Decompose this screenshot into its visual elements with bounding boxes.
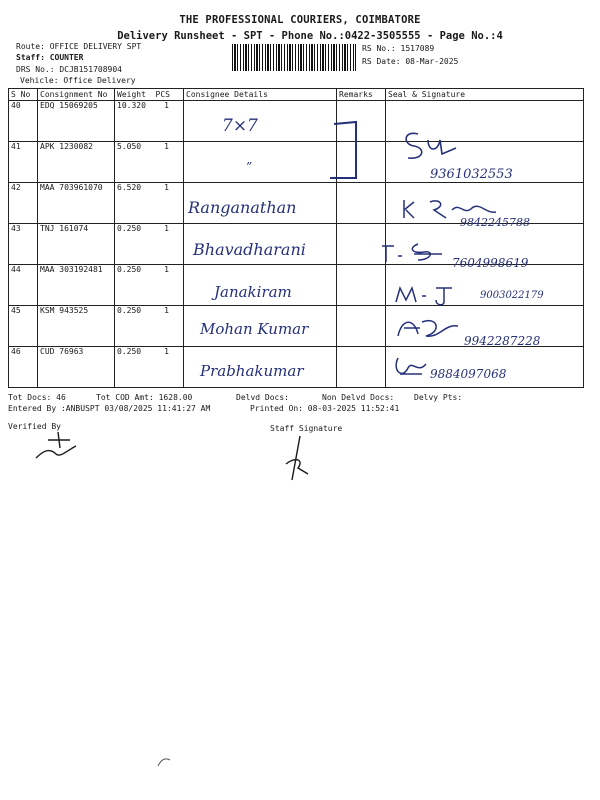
signature-icon: [392, 282, 462, 308]
row-remarks: [337, 347, 386, 388]
row-sno: 42: [9, 183, 38, 224]
table-row: [9, 101, 584, 142]
weight-value: 0.250: [117, 347, 142, 356]
handwritten-consignee: 7×7: [222, 116, 258, 136]
row-consignment: EDQ 15069205: [38, 101, 115, 142]
vehicle-label: Vehicle: Office Delivery: [20, 76, 136, 85]
sheet-title: THE PROFESSIONAL COURIERS, COIMBATORE: [179, 14, 421, 26]
row-sno: 45: [9, 306, 38, 347]
weight-value: 0.250: [117, 224, 142, 233]
pcs-value: 1: [164, 265, 169, 274]
row-sno: 46: [9, 347, 38, 388]
row-weight: [115, 224, 184, 265]
row-remarks: [337, 306, 386, 347]
rs-number: RS No.: 1517089: [362, 44, 435, 53]
row-consignment: MAA 303192481: [38, 265, 115, 306]
printed-on: Printed On: 08-03-2025 11:52:41: [250, 404, 400, 413]
handwritten-phone: 9884097068: [430, 367, 507, 381]
row-consignment: KSM 943525: [38, 306, 115, 347]
row-weight: [115, 265, 184, 306]
bracket-mark: [326, 118, 366, 184]
row-weight: [115, 306, 184, 347]
row-consignment: MAA 703961070: [38, 183, 115, 224]
weight-value: 5.050: [117, 142, 142, 151]
pcs-value: 1: [164, 347, 169, 356]
drs-label: DRS No.: DCJB151708904: [16, 65, 122, 74]
delivered-docs: Delvd Docs:: [236, 393, 289, 402]
entered-by: Entered By :ANBUSPT 03/08/2025 11:41:27 AM: [8, 404, 211, 413]
table-header-row: [9, 89, 584, 101]
col-consignment: Consignment No: [38, 89, 115, 101]
handwritten-phone: 9842245788: [460, 216, 530, 229]
rs-date: RS Date: 08-Mar-2025: [362, 57, 459, 66]
handwritten-consignee: ”: [246, 160, 253, 174]
signature-icon: [392, 354, 432, 382]
handwritten-consignee: Janakiram: [214, 283, 292, 301]
handwritten-consignee: Mohan Kumar: [200, 320, 309, 338]
handwritten-consignee: Prabhakumar: [200, 362, 304, 380]
handwritten-phone: 7604998619: [452, 256, 529, 270]
handwritten-phone: 9361032553: [430, 167, 513, 182]
weight-value: 6.520: [117, 183, 142, 192]
pcs-value: 1: [164, 183, 169, 192]
pcs-value: 1: [164, 101, 169, 110]
col-remarks: Remarks: [337, 89, 386, 101]
col-weight: [115, 89, 184, 101]
col-weight-label: Weight: [117, 90, 146, 99]
staff-signature-icon: [282, 434, 312, 484]
signature-icon: [398, 126, 458, 166]
pcs-value: 1: [164, 224, 169, 233]
row-sno: 41: [9, 142, 38, 183]
total-docs: Tot Docs: 46: [8, 393, 66, 402]
col-consignee: Consignee Details: [184, 89, 337, 101]
staff-label: Staff: COUNTER: [16, 53, 84, 62]
verified-by-label: Verified By: [8, 422, 61, 431]
row-weight: [115, 347, 184, 388]
row-weight: [115, 183, 184, 224]
handwritten-consignee: Ranganathan: [188, 198, 297, 217]
pcs-value: 1: [164, 142, 169, 151]
weight-value: 0.250: [117, 306, 142, 315]
signature-icon: [378, 240, 448, 266]
route-label: Route: OFFICE DELIVERY SPT: [16, 42, 142, 51]
row-weight: [115, 101, 184, 142]
signature-icon: [392, 314, 462, 344]
pcs-value: 1: [164, 306, 169, 315]
barcode-image: [232, 44, 356, 71]
total-cod-amount: Tot COD Amt: 1628.00: [96, 393, 193, 402]
row-consignment: APK 1230082: [38, 142, 115, 183]
staff-signature-label: Staff Signature: [270, 424, 343, 433]
row-remarks: [337, 265, 386, 306]
col-pcs-label: PCS: [155, 90, 170, 99]
row-sno: 44: [9, 265, 38, 306]
sheet-subtitle: Delivery Runsheet - SPT - Phone No.:0422-3505555 - Page No.:4: [117, 30, 503, 42]
row-sno: 40: [9, 101, 38, 142]
signature-icon: [400, 196, 500, 222]
verifier-signature-icon: [30, 430, 80, 462]
row-remarks: [337, 183, 386, 224]
delivery-points: Delvy Pts:: [414, 393, 463, 402]
row-sno: 43: [9, 224, 38, 265]
weight-value: 0.250: [117, 265, 142, 274]
row-weight: [115, 142, 184, 183]
handwritten-phone: 9942287228: [464, 334, 541, 348]
handwritten-consignee: Bhavadharani: [193, 240, 306, 259]
col-seal: Seal & Signature: [386, 89, 584, 101]
row-consignee: [184, 142, 337, 183]
row-consignee: [184, 101, 337, 142]
stray-mark: [156, 756, 172, 768]
handwritten-phone: 9003022179: [480, 290, 544, 301]
weight-value: 10.320: [117, 101, 146, 110]
non-delivered-docs: Non Delvd Docs:: [322, 393, 395, 402]
row-consignment: CUD 76963: [38, 347, 115, 388]
row-consignment: TNJ 161074: [38, 224, 115, 265]
col-sno: S No: [9, 89, 38, 101]
